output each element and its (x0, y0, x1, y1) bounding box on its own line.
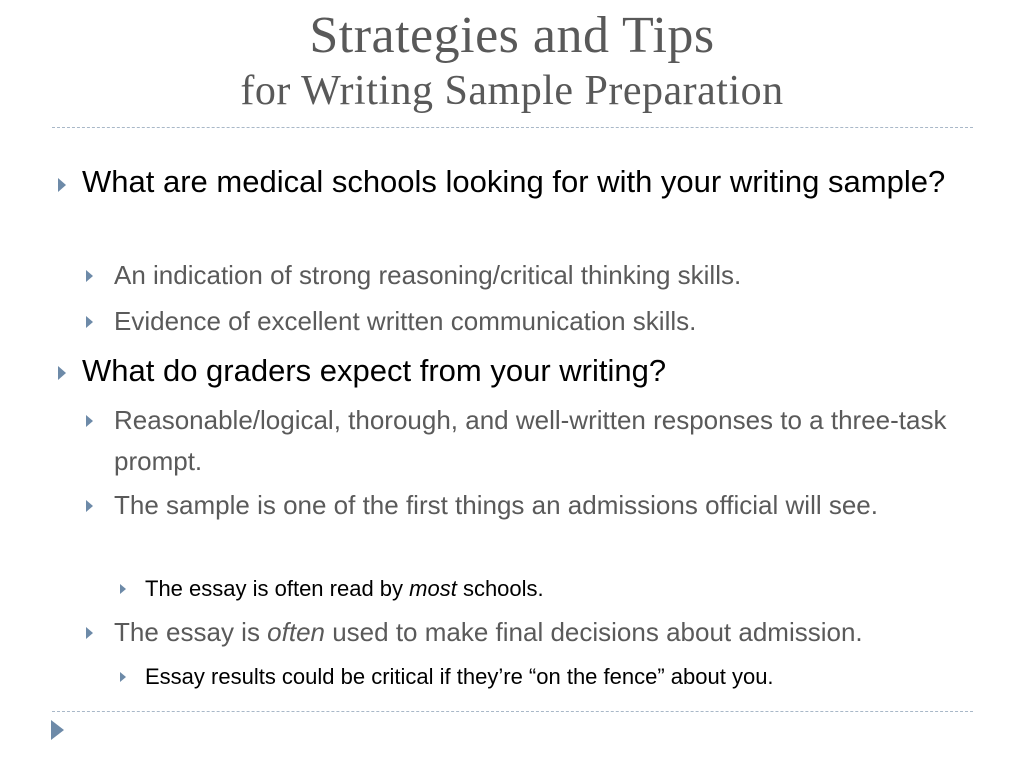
slide-title: Strategies and Tips (309, 7, 715, 64)
triangle-bullet-icon (86, 627, 93, 639)
bullet-text: What do graders expect from your writing? (82, 353, 667, 388)
triangle-bullet-icon (86, 415, 93, 427)
slide-title-block (0, 6, 1024, 116)
bottom-divider (52, 711, 973, 712)
triangle-bullet-icon (86, 270, 93, 282)
bullet-text: Reasonable/logical, thorough, and well-written responses to a three-task prompt. (114, 405, 947, 476)
bullet-text-part: schools. (456, 576, 544, 601)
bullet-text: Evidence of excellent written communication skills. (114, 306, 697, 336)
bullet-text (114, 612, 984, 653)
triangle-bullet-icon (86, 500, 93, 512)
triangle-bullet-icon (58, 178, 66, 192)
top-divider (52, 127, 973, 128)
triangle-bullet-icon (86, 316, 93, 328)
triangle-bullet-icon (120, 584, 126, 594)
next-slide-icon[interactable] (51, 720, 64, 740)
bullet-text: Essay results could be critical if they’re “on the fence” about you. (145, 664, 774, 689)
bullet-text: An indication of strong reasoning/critical thinking skills. (114, 260, 742, 290)
bullet-text: The sample is one of the first things an admissions official will see. (114, 490, 878, 520)
bullet-text-emphasis: often (267, 617, 325, 647)
bullet-text-emphasis: most (409, 576, 457, 601)
bullet-text-part: used to make final decisions about admission. (325, 617, 863, 647)
slide-subtitle: for Writing Sample Preparation (240, 68, 784, 114)
bullet-text: What are medical schools looking for with your writing sample? (82, 164, 946, 199)
triangle-bullet-icon (120, 672, 126, 682)
triangle-bullet-icon (58, 366, 66, 380)
bullet-text (145, 574, 965, 604)
bullet-text-part: The essay is (114, 617, 268, 647)
bullet-text-part: The essay is often read by (145, 576, 410, 601)
